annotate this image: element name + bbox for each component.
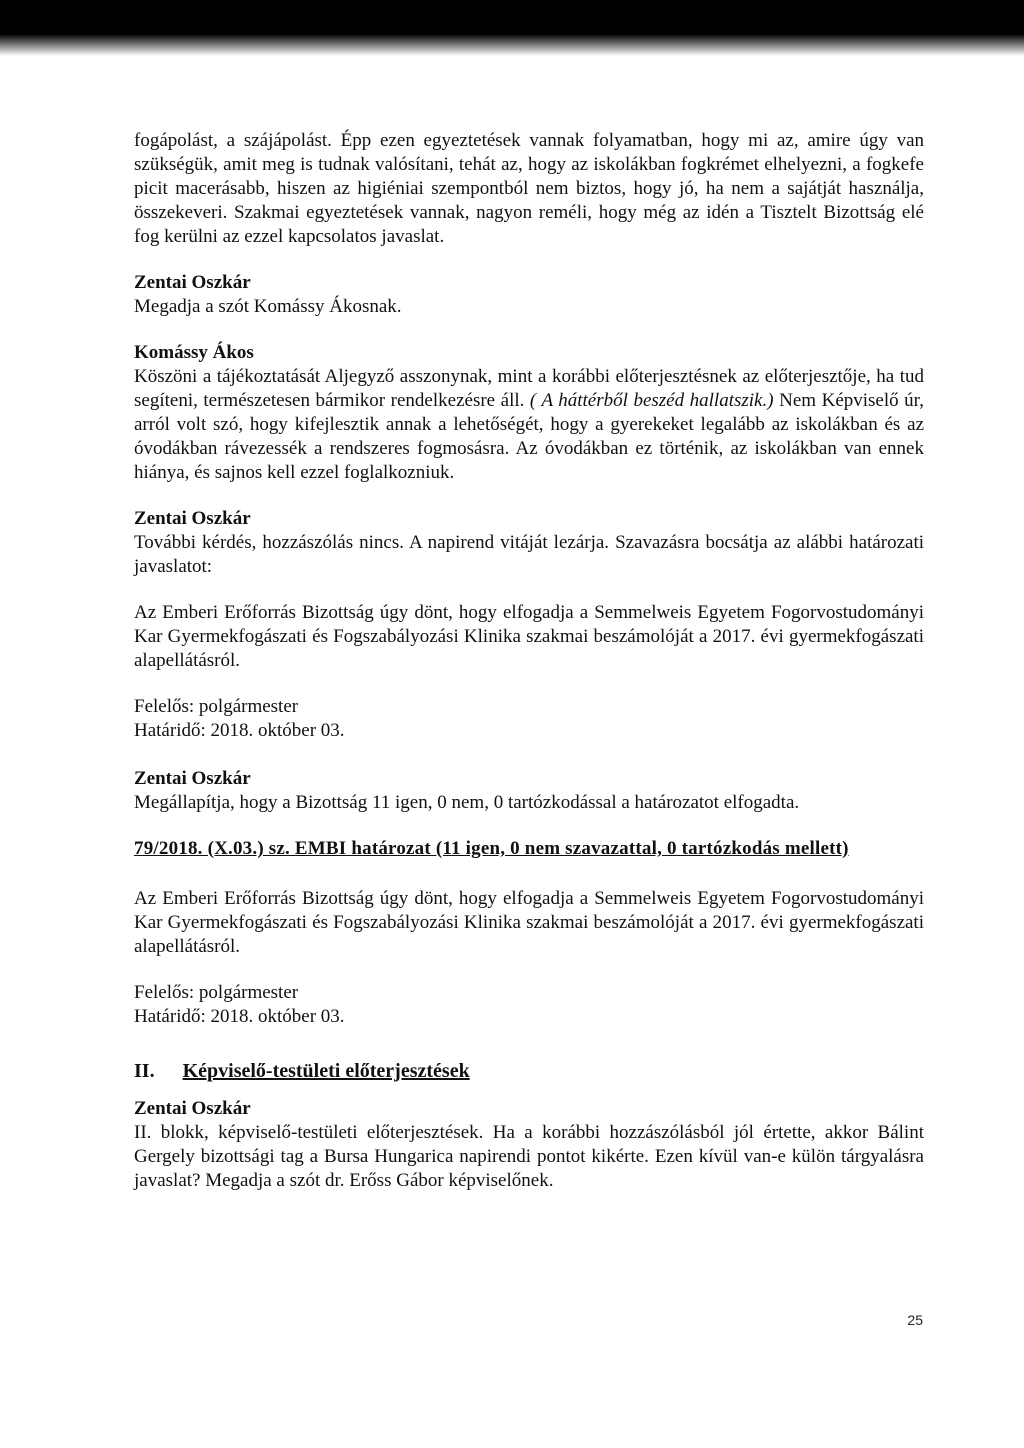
section-heading bbox=[134, 1059, 924, 1083]
proposal-responsibility bbox=[134, 695, 924, 743]
speech-italic-note: ( A háttérből beszéd hallatszik.) bbox=[529, 390, 774, 411]
speech-text: Megállapítja, hogy a Bizottság 11 igen, 0 nem, 0 tartózkodással a határozatot elfogadta. bbox=[134, 792, 800, 813]
speech-text-part: Köszöni a tájékoztatását Aljegyző asszonynak, mint a korábbi előterjesztésnek az előterjesztője, ha tud segíteni, természetesen bármikor rendelkezésre áll. bbox=[134, 366, 924, 411]
deadline-line: Határidő: 2018. október 03. bbox=[134, 720, 345, 741]
speaker-name: Zentai Oszkár bbox=[134, 768, 251, 789]
page-content bbox=[134, 129, 924, 1215]
vote-speech-block bbox=[134, 767, 924, 815]
speech-block-2 bbox=[134, 341, 924, 485]
speaker-name: Zentai Oszkár bbox=[134, 272, 251, 293]
speech-text-part: Nem Képviselő úr, arról volt szó, hogy kifejlesztik annak a lehetőségét, hogy a gyerekeket legalább az iskolákban és az óvodákban rávezessék a rendszeres fogmosásra. Az óvodákban ez történik, az iskolákban van ennek hiánya, és sajnos kell ezzel foglalkozniuk. bbox=[134, 390, 924, 483]
responsible-line: Felelős: polgármester bbox=[134, 696, 299, 717]
intro-paragraph: fogápolást, a szájápolást. Épp ezen egyeztetések vannak folyamatban, hogy mi az, amire úgy van szükségük, amit meg is tudnak valósítani, tehát az, hogy az iskolákban fogkrémet elhelyezni, a fogkefe picit macerásabb, hiszen az higiéniai szempontból nem biztos, hogy jó, ha nem a sajátját használja, összekeveri. Szakmai egyeztetések vannak, nagyon reméli, hogy még az idén a Tisztelt Bizottság elé fog kerülni az ezzel kapcsolatos javaslat. bbox=[134, 130, 924, 247]
deadline-line: Határidő: 2018. október 03. bbox=[134, 1006, 345, 1027]
final-speech-block bbox=[134, 1097, 924, 1193]
page-number: 25 bbox=[907, 1312, 923, 1328]
speaker-name: Zentai Oszkár bbox=[134, 508, 251, 529]
proposal-text: Az Emberi Erőforrás Bizottság úgy dönt, hogy elfogadja a Semmelweis Egyetem Fogorvostudományi Kar Gyermekfogászati és Fogszabályozási Klinika szakmai beszámolóját a 2017. évi gyermekfogászati alapellátásról. bbox=[134, 602, 924, 671]
section-number: II. bbox=[134, 1060, 155, 1082]
speech-text: II. blokk, képviselő-testületi előterjesztések. Ha a korábbi hozzászólásból jól értette, akkor Bálint Gergely bizottsági tag a Bursa Hungarica napirendi pontot kikérte. Ezen kívül van-e külön tárgyalásra javaslat? Megadja a szót dr. Erőss Gábor képviselőnek. bbox=[134, 1122, 924, 1191]
speaker-name: Komássy Ákos bbox=[134, 342, 254, 363]
resolution-responsibility bbox=[134, 981, 924, 1029]
speech-text bbox=[134, 365, 924, 485]
resolution-heading: 79/2018. (X.03.) sz. EMBI határozat (11 igen, 0 nem szavazattal, 0 tartózkodás mellett) bbox=[134, 838, 849, 859]
speech-text: További kérdés, hozzászólás nincs. A napirend vitáját lezárja. Szavazásra bocsátja az alábbi határozati javaslatot: bbox=[134, 532, 924, 577]
responsible-line: Felelős: polgármester bbox=[134, 982, 299, 1003]
resolution-text: Az Emberi Erőforrás Bizottság úgy dönt, hogy elfogadja a Semmelweis Egyetem Fogorvostudományi Kar Gyermekfogászati és Fogszabályozási Klinika szakmai beszámolóját a 2017. évi gyermekfogászati alapellátásról. bbox=[134, 888, 924, 957]
section-title: Képviselő-testületi előterjesztések bbox=[182, 1060, 470, 1082]
speech-block-1 bbox=[134, 271, 924, 319]
speech-text: Megadja a szót Komássy Ákosnak. bbox=[134, 296, 402, 317]
speech-block-3 bbox=[134, 507, 924, 579]
scan-dark-edge bbox=[0, 0, 1024, 56]
speaker-name: Zentai Oszkár bbox=[134, 1098, 251, 1119]
